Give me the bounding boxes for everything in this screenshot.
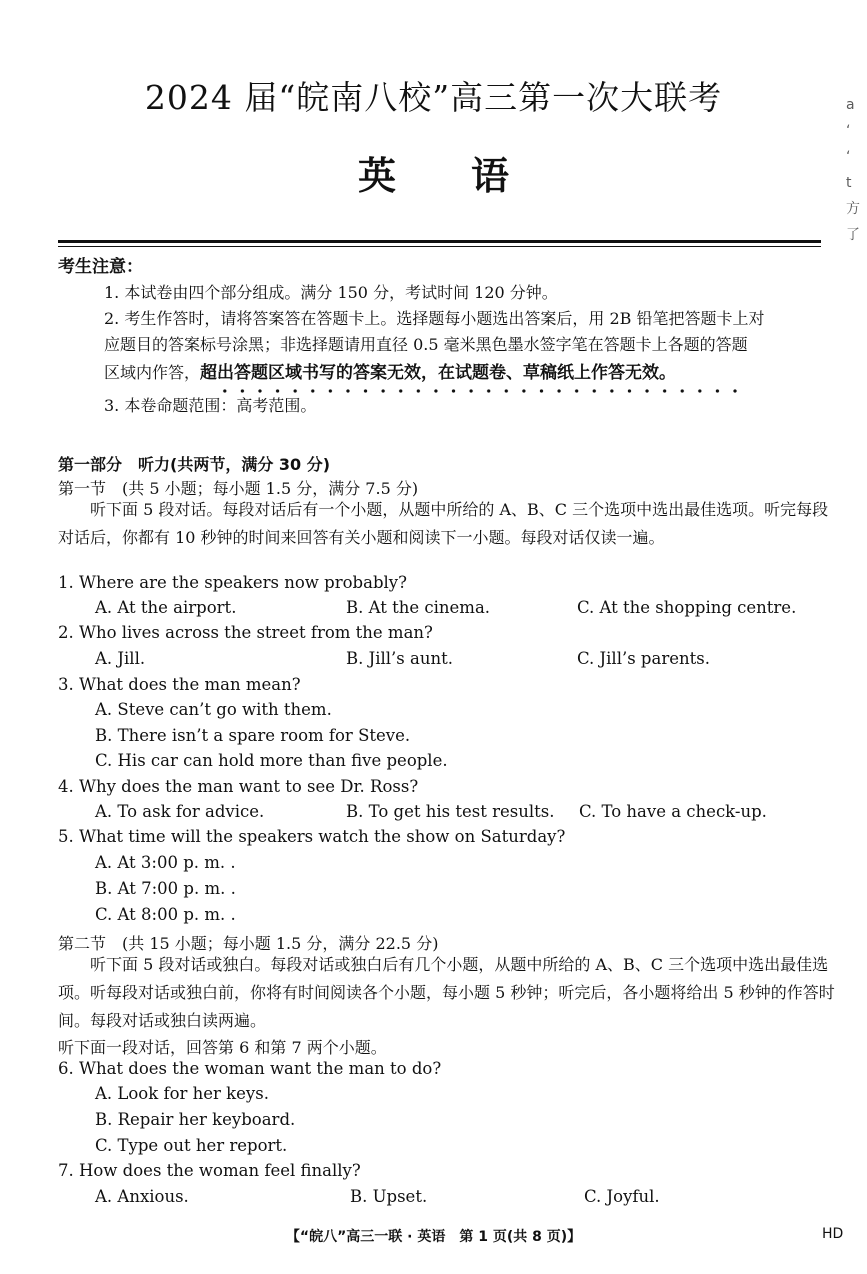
- notice-heading: 考生注意：: [58, 257, 143, 277]
- notice-item-2-line-3: [104, 359, 839, 387]
- question-7-option-c: C. Joyful.: [584, 1187, 660, 1206]
- question-7-option-b: B. Upset.: [350, 1187, 428, 1206]
- question-7-option-a: A. Anxious.: [95, 1187, 189, 1206]
- question-5: 5. What time will the speakers watch the show on Saturday?: [58, 827, 566, 846]
- question-3-option-a: A. Steve can’t go with them.: [95, 700, 332, 719]
- question-2-option-c: C. Jill’s parents.: [577, 649, 710, 668]
- section1-heading: 第一节 (共 5 小题；每小题 1.5 分，满分 7.5 分): [58, 479, 419, 498]
- dialogue-intro: 听下面一段对话，回答第 6 和第 7 两个小题。: [58, 1038, 387, 1057]
- subject-char-1: 英: [357, 154, 396, 198]
- question-6-option-b: B. Repair her keyboard.: [95, 1110, 296, 1129]
- section2-heading: 第二节 (共 15 小题；每小题 1.5 分，满分 22.5 分): [58, 934, 439, 953]
- part1-heading: 第一部分 听力(共两节，满分 30 分): [58, 455, 331, 474]
- question-1-option-c: C. At the shopping centre.: [577, 598, 797, 617]
- header-rule-thick: [58, 240, 821, 243]
- question-6: 6. What does the woman want the man to do?: [58, 1059, 442, 1078]
- question-7: 7. How does the woman feel finally?: [58, 1161, 361, 1180]
- edge-mark: ‘: [846, 123, 851, 139]
- question-6-option-a: A. Look for her keys.: [95, 1084, 269, 1103]
- question-2-option-a: A. Jill.: [95, 649, 146, 668]
- footer-code: HD: [822, 1226, 844, 1242]
- question-2: 2. Who lives across the street from the man?: [58, 623, 433, 642]
- section1-instructions: 听下面 5 段对话。每段对话后有一个小题，从题中所给的 A、B、C 三个选项中选出最佳选项。听完每段对话后，你都有 10 秒钟的时间来回答有关小题和阅读下一小题。每段对话仅读一遍。: [58, 500, 829, 547]
- notice-item-2-emphasis: 超出答题区域书写的答案无效，在试题卷、草稿纸上作答无效。: [200, 363, 677, 383]
- header-rule-thin: [58, 246, 821, 247]
- question-5-option-b: B. At 7:00 p. m. .: [95, 879, 236, 898]
- question-1-option-a: A. At the airport.: [95, 598, 237, 617]
- question-3: 3. What does the man mean?: [58, 675, 301, 694]
- edge-mark: 方: [846, 201, 860, 217]
- question-3-option-c: C. His car can hold more than five people.: [95, 751, 448, 770]
- edge-mark: 了: [846, 227, 860, 243]
- subject-title: [0, 145, 867, 200]
- edge-mark: ‘: [846, 149, 851, 165]
- question-4-option-a: A. To ask for advice.: [95, 802, 265, 821]
- question-1-option-b: B. At the cinema.: [346, 598, 491, 617]
- notice-item-1: 1. 本试卷由四个部分组成。满分 150 分，考试时间 120 分钟。: [104, 283, 558, 302]
- question-3-option-b: B. There isn’t a spare room for Steve.: [95, 726, 411, 745]
- subject-char-2: 语: [471, 154, 510, 198]
- page-footer: 【“皖八”高三一联 · 英语 第 1 页(共 8 页)】: [285, 1229, 582, 1245]
- question-5-option-a: A. At 3:00 p. m. .: [95, 853, 236, 872]
- section2-instructions: 听下面 5 段对话或独白。每段对话或独白后有几个小题，从题中所给的 A、B、C 三个选项中选出最佳选项。听每段对话或独白前，你将有时间阅读各个小题，每小题 5 秒钟；听完后，各小题将给出 5 秒钟的作答时间。每段对话或独白读两遍。: [58, 955, 835, 1030]
- notice-item-2-line-2: 应题目的答案标号涂黑；非选择题请用直径 0.5 毫米黑色墨水签字笔在答题卡上各题的答题: [104, 335, 748, 354]
- question-4-option-c: C. To have a check-up.: [579, 802, 767, 821]
- notice-item-2-plain: 区域内作答，: [104, 363, 201, 382]
- question-4-option-b: B. To get his test results.: [346, 802, 555, 821]
- question-5-option-c: C. At 8:00 p. m. .: [95, 905, 236, 924]
- question-1: 1. Where are the speakers now probably?: [58, 573, 407, 592]
- binding-edge-marks: [846, 92, 866, 248]
- edge-mark: t: [846, 175, 852, 191]
- notice-item-2-line-1: 2. 考生作答时，请将答案答在答题卡上。选择题每小题选出答案后，用 2B 铅笔把答题卡上对: [104, 309, 765, 328]
- notice-item-3: 3. 本卷命题范围：高考范围。: [104, 396, 317, 415]
- question-6-option-c: C. Type out her report.: [95, 1136, 288, 1155]
- exam-title: 2024 届“皖南八校”高三第一次大联考: [144, 78, 723, 117]
- question-2-option-b: B. Jill’s aunt.: [346, 649, 453, 668]
- question-4: 4. Why does the man want to see Dr. Ross?: [58, 777, 419, 796]
- edge-mark: a: [846, 97, 855, 113]
